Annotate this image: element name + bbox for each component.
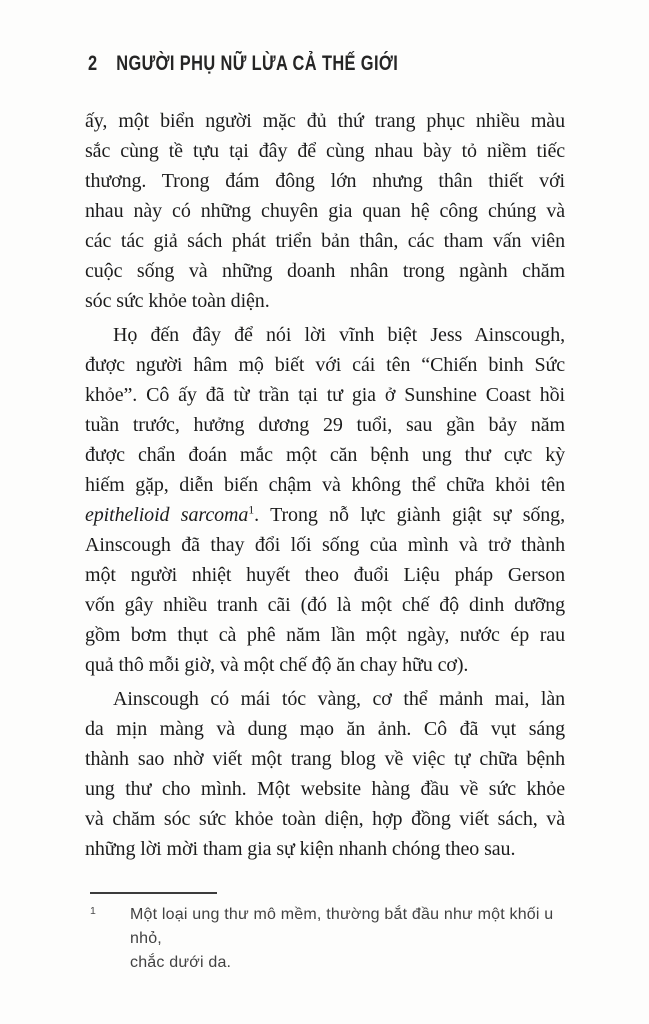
footnote-section <box>90 892 561 975</box>
text-line: hiếm gặp, diễn biến chậm và không thể chữa khỏi tên <box>85 474 565 496</box>
text-line: quả thô mỗi giờ, và một chế độ ăn chay hữu cơ). <box>85 654 469 676</box>
footnote-separator <box>90 892 217 894</box>
footnote-marker: 1 <box>90 905 96 917</box>
text-line: Ainscough có mái tóc vàng, cơ thể mảnh mai, làn <box>113 688 565 710</box>
footnote-line: Một loại ung thư mô mềm, thường bắt đầu như một khối u nhỏ, <box>130 906 554 947</box>
paragraph <box>85 320 565 680</box>
text-line: được chẩn đoán mắc một căn bệnh ung thư cực kỳ <box>85 444 565 466</box>
text-line: sóc sức khỏe toàn diện. <box>85 290 270 312</box>
page-number: 2 <box>88 52 98 75</box>
text-line: và chăm sóc sức khỏe toàn diện, hợp đồng viết sách, và <box>85 808 565 830</box>
text-line: cuộc sống và những doanh nhân trong ngành chăm <box>85 260 565 282</box>
text-line: tuần trước, hưởng dương 29 tuổi, sau gần bảy năm <box>85 414 565 436</box>
text-line: sắc cùng tề tựu tại đây để cùng nhau bày tỏ niềm tiếc <box>85 140 565 162</box>
text-line: da mịn màng và dung mạo ăn ảnh. Cô đã vụt sáng <box>85 718 565 740</box>
text-line: các tác giả sách phát triển bản thân, các tham vấn viên <box>85 230 565 252</box>
text-line: ung thư cho mình. Một website hàng đầu về sức khỏe <box>85 778 565 800</box>
footnote-reference: 1 <box>248 502 255 517</box>
running-title: NGƯỜI PHỤ NỮ LỪA CẢ THẾ GIỚI <box>116 52 399 75</box>
text-line: nhau này có những chuyên gia quan hệ công chúng và <box>85 200 565 222</box>
text-line: thương. Trong đám đông lớn nhưng thân thiết với <box>85 170 565 192</box>
text-line: những lời mời tham gia sự kiện nhanh chóng theo sau. <box>85 838 516 860</box>
text-line: epithelioid sarcoma$^1$. Trong nỗ lực giành giật sự sống, <box>85 502 565 526</box>
text-line: một người nhiệt huyết theo đuổi Liệu pháp Gerson <box>85 564 565 586</box>
footnote-text <box>130 903 561 975</box>
body-text <box>85 106 565 864</box>
text-line: thành sao nhờ viết một trang blog về việc tự chữa bệnh <box>85 748 565 770</box>
footnote-line: chắc dưới da. <box>130 954 232 971</box>
paragraph <box>85 684 565 864</box>
text-line: gồm bơm thụt cà phê năm lần một ngày, nước ép rau <box>85 624 565 646</box>
page-header <box>88 52 398 76</box>
text-line: Họ đến đây để nói lời vĩnh biệt Jess Ainscough, <box>113 324 565 346</box>
text-line: vốn gây nhiều tranh cãi (đó là một chế độ dinh dưỡng <box>85 594 565 616</box>
text-line: Ainscough đã thay đổi lối sống của mình và trở thành <box>85 534 565 556</box>
paragraph <box>85 106 565 316</box>
text-line: được người hâm mộ biết với cái tên “Chiến binh Sức <box>85 354 565 376</box>
footnote-item <box>90 903 561 975</box>
text-line: ấy, một biển người mặc đủ thứ trang phục nhiều màu <box>85 110 565 132</box>
text-line: khỏe”. Cô ấy đã từ trần tại tư gia ở Sunshine Coast hồi <box>85 384 565 406</box>
